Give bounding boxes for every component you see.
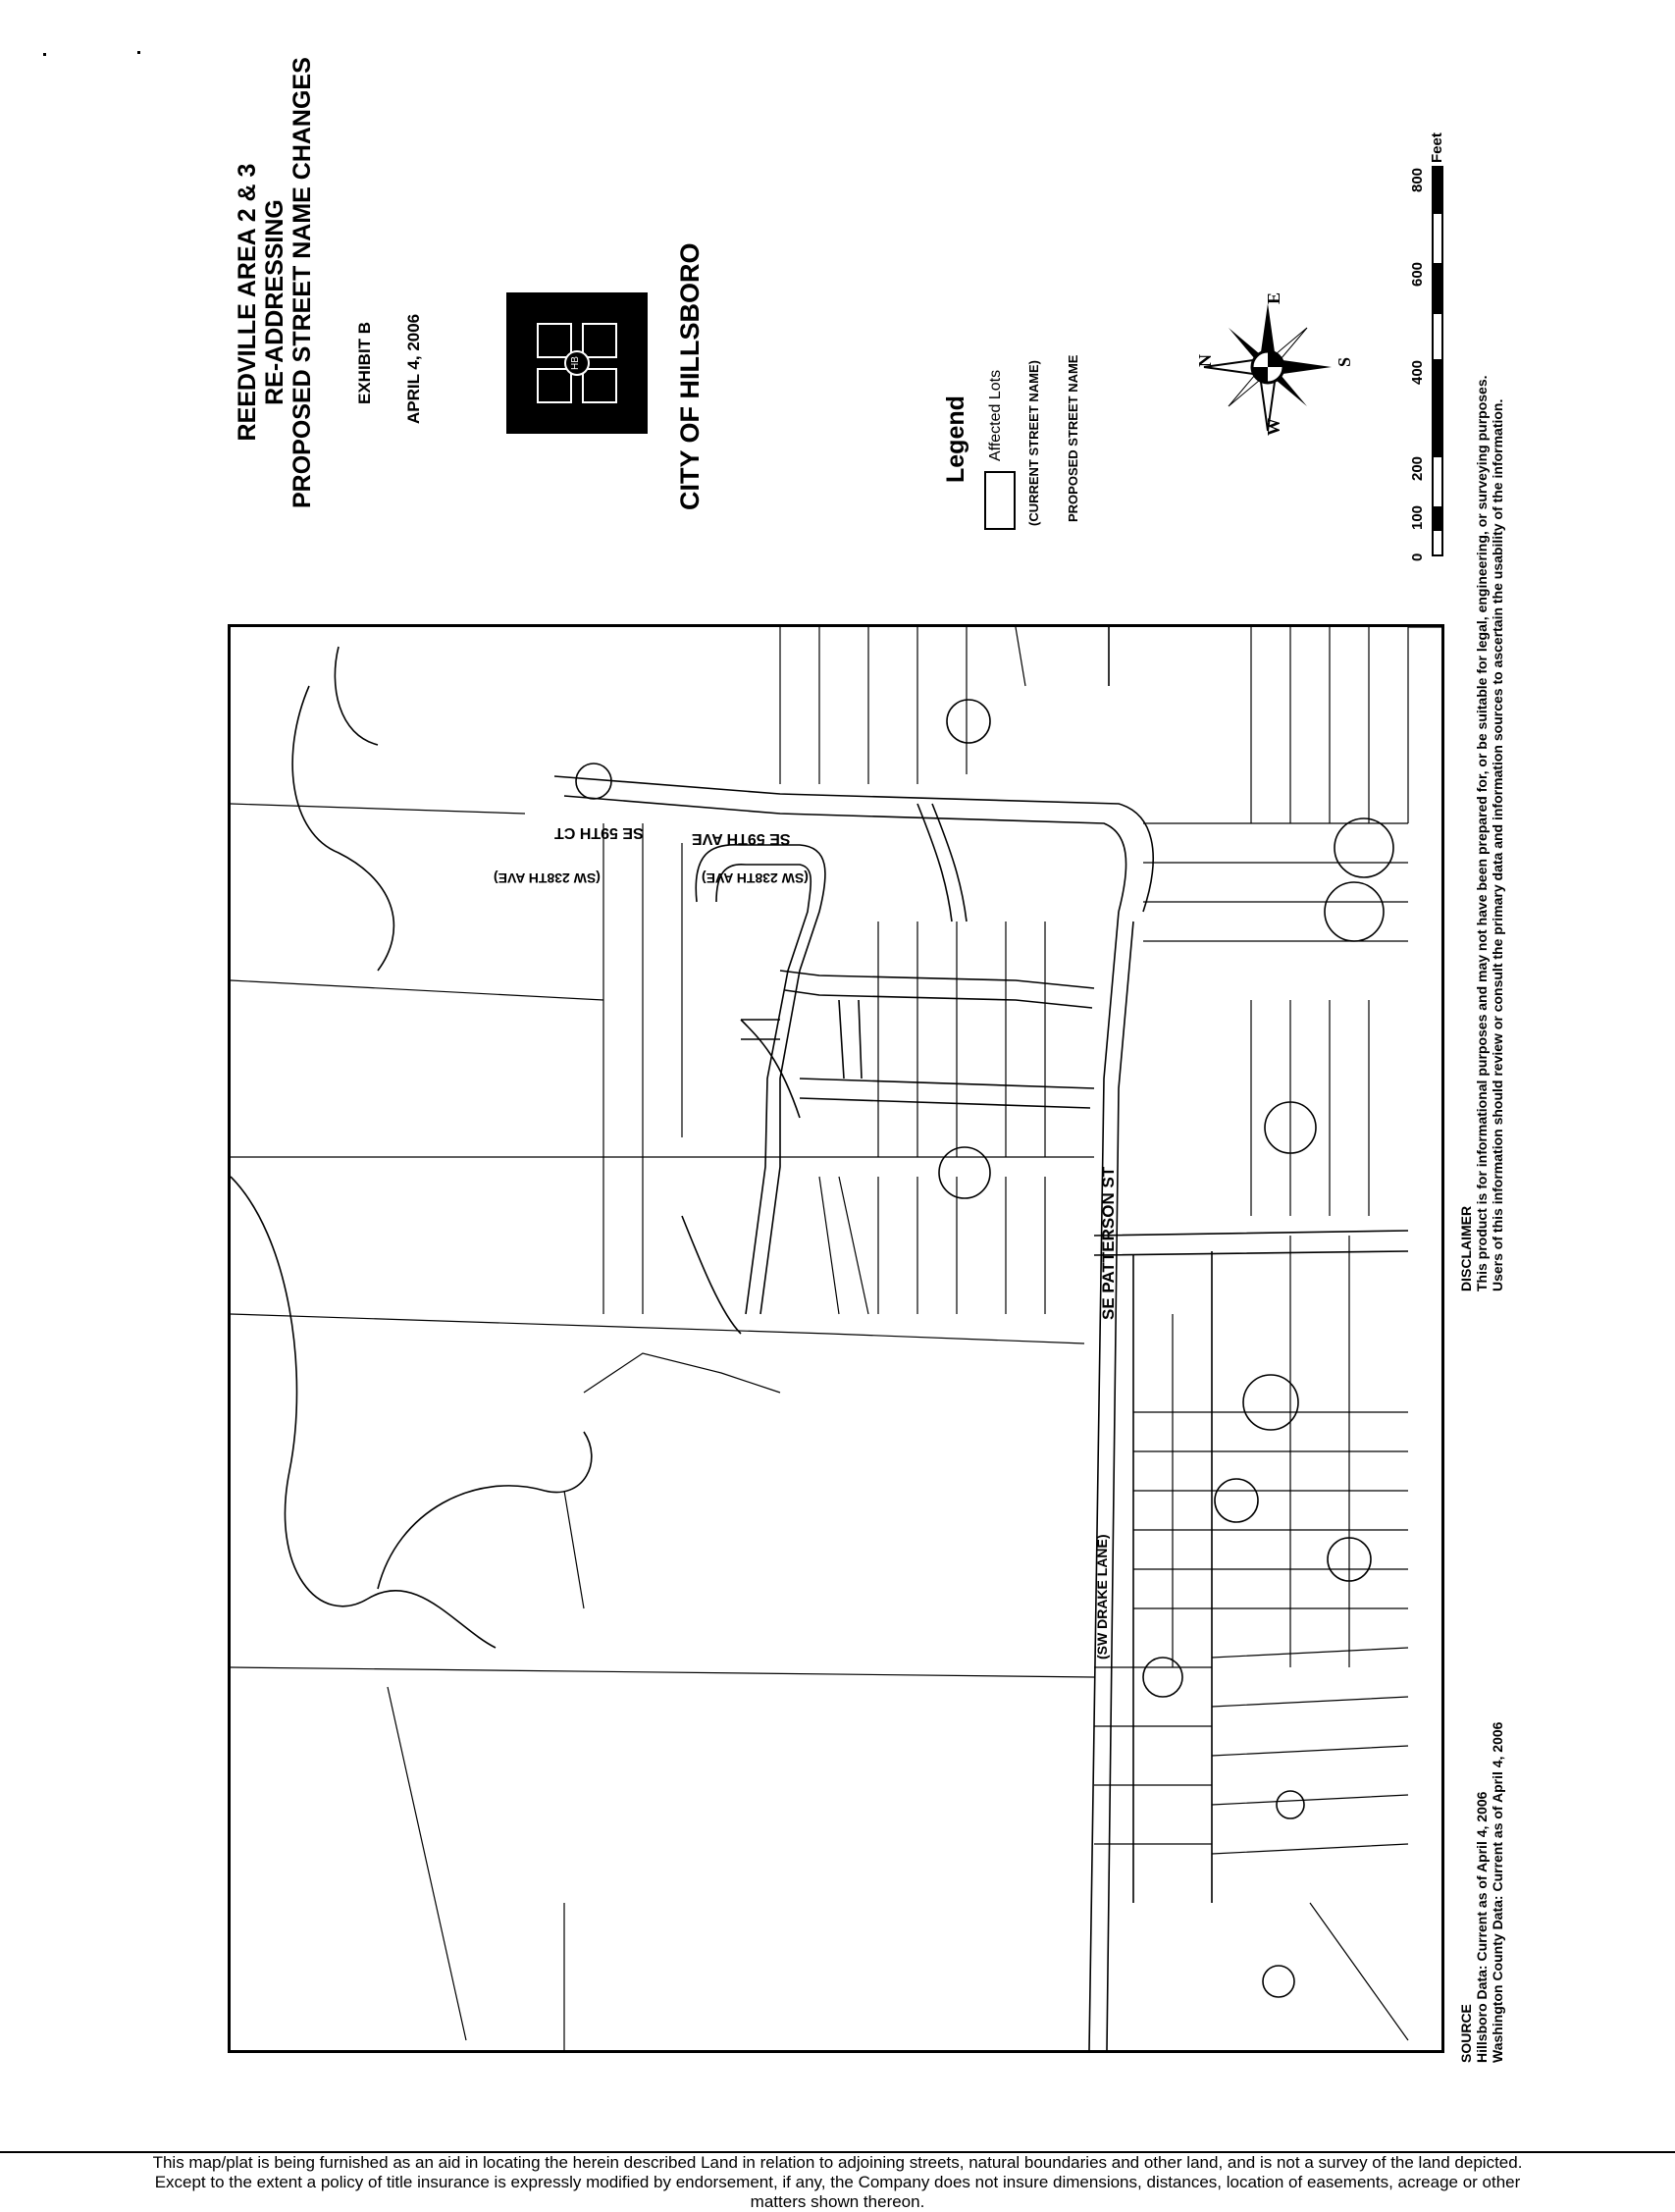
street-label-patterson: SE PATTERSON ST	[1099, 1166, 1118, 1320]
seal-text: HB	[570, 356, 581, 370]
legend-current: (CURRENT STREET NAME)	[1026, 360, 1041, 526]
parcel-lines	[231, 627, 1441, 2050]
compass-s: S	[1335, 356, 1354, 367]
source-line-2: Washington County Data: Current as of April 4, 2006	[1490, 1721, 1505, 2063]
map-date: APRIL 4, 2006	[404, 313, 423, 424]
title-line-2: RE-ADDRESSING	[261, 199, 288, 405]
east-loop-road	[780, 804, 1094, 1108]
scale-bar	[1431, 165, 1446, 557]
legend-proposed: PROPOSED STREET NAME	[1066, 354, 1080, 522]
city-name: CITY OF HILLSBORO	[675, 242, 705, 510]
footer-line-2: Except to the extent a policy of title insurance is expressly modified by endorsement, if any, the Company does not insure dimensions, distances, location of easements, acreage or other	[154, 2173, 1521, 2191]
source-title: SOURCE	[1458, 2004, 1474, 2063]
west-loop-road	[682, 845, 825, 1334]
se59-ave-road	[554, 764, 1153, 912]
disclaimer	[1458, 375, 1505, 1291]
street-label-drake: (SW DRAKE LANE)	[1094, 1534, 1110, 1659]
affected-lots-swatch	[984, 471, 1016, 530]
map-frame	[228, 624, 1444, 2053]
scale-400: 400	[1409, 359, 1426, 385]
scan-mark	[137, 51, 140, 54]
parcel-map	[231, 627, 1441, 2050]
drake-lane-area	[1094, 1231, 1408, 1903]
compass-rose	[1199, 298, 1336, 436]
title-line-3: PROPOSED STREET NAME CHANGES	[288, 57, 316, 508]
street-label-sw238-b: (SW 238TH AVE)	[702, 870, 809, 886]
exhibit-label: EXHIBIT B	[355, 321, 374, 404]
disclaimer-line-2: Users of this information should review or consult the primary data and information sources to ascertain the usability of the information.	[1490, 398, 1505, 1291]
compass-e: E	[1264, 291, 1283, 304]
scale-600: 600	[1409, 261, 1426, 287]
legend-title: Legend	[942, 395, 969, 483]
title-disclaimer-footer	[0, 2151, 1675, 2211]
scale-unit: Feet	[1429, 132, 1445, 163]
street-label-se59ct: SE 59TH CT	[554, 824, 644, 841]
compass-w: W	[1264, 418, 1283, 436]
patterson-street	[1089, 627, 1133, 2050]
map-title	[234, 57, 316, 508]
source	[1458, 1722, 1505, 2063]
city-seal	[506, 292, 648, 434]
scale-200: 200	[1409, 455, 1426, 481]
source-line-1: Hillsboro Data: Current as of April 4, 2006	[1474, 1791, 1490, 2063]
scale-800: 800	[1409, 167, 1426, 192]
scan-mark	[43, 53, 46, 56]
footer-line-1: This map/plat is being furnished as an aid in locating the herein described Land in relation to adjoining streets, natural boundaries and other land, and is not a survey of the land depicted.	[152, 2153, 1523, 2172]
title-line-1: REEDVILLE AREA 2 & 3	[234, 163, 261, 442]
legend-affected: Affected Lots	[987, 369, 1004, 461]
scale-0: 0	[1409, 553, 1426, 561]
cul-de-sacs	[939, 700, 1393, 1997]
compass-n: N	[1195, 354, 1215, 367]
street-label-sw238-a: (SW 238TH AVE)	[494, 870, 601, 886]
footer-line-3: matters shown thereon.	[750, 2192, 925, 2211]
disclaimer-line-1: This product is for informational purposes and may not have been prepared for, or be suitable for legal, engineering, or surveying purposes.	[1474, 375, 1490, 1291]
disclaimer-title: DISCLAIMER	[1458, 1205, 1474, 1291]
street-label-se59ave: SE 59TH AVE	[692, 830, 791, 847]
creek	[231, 647, 592, 1648]
scale-100: 100	[1409, 504, 1426, 530]
